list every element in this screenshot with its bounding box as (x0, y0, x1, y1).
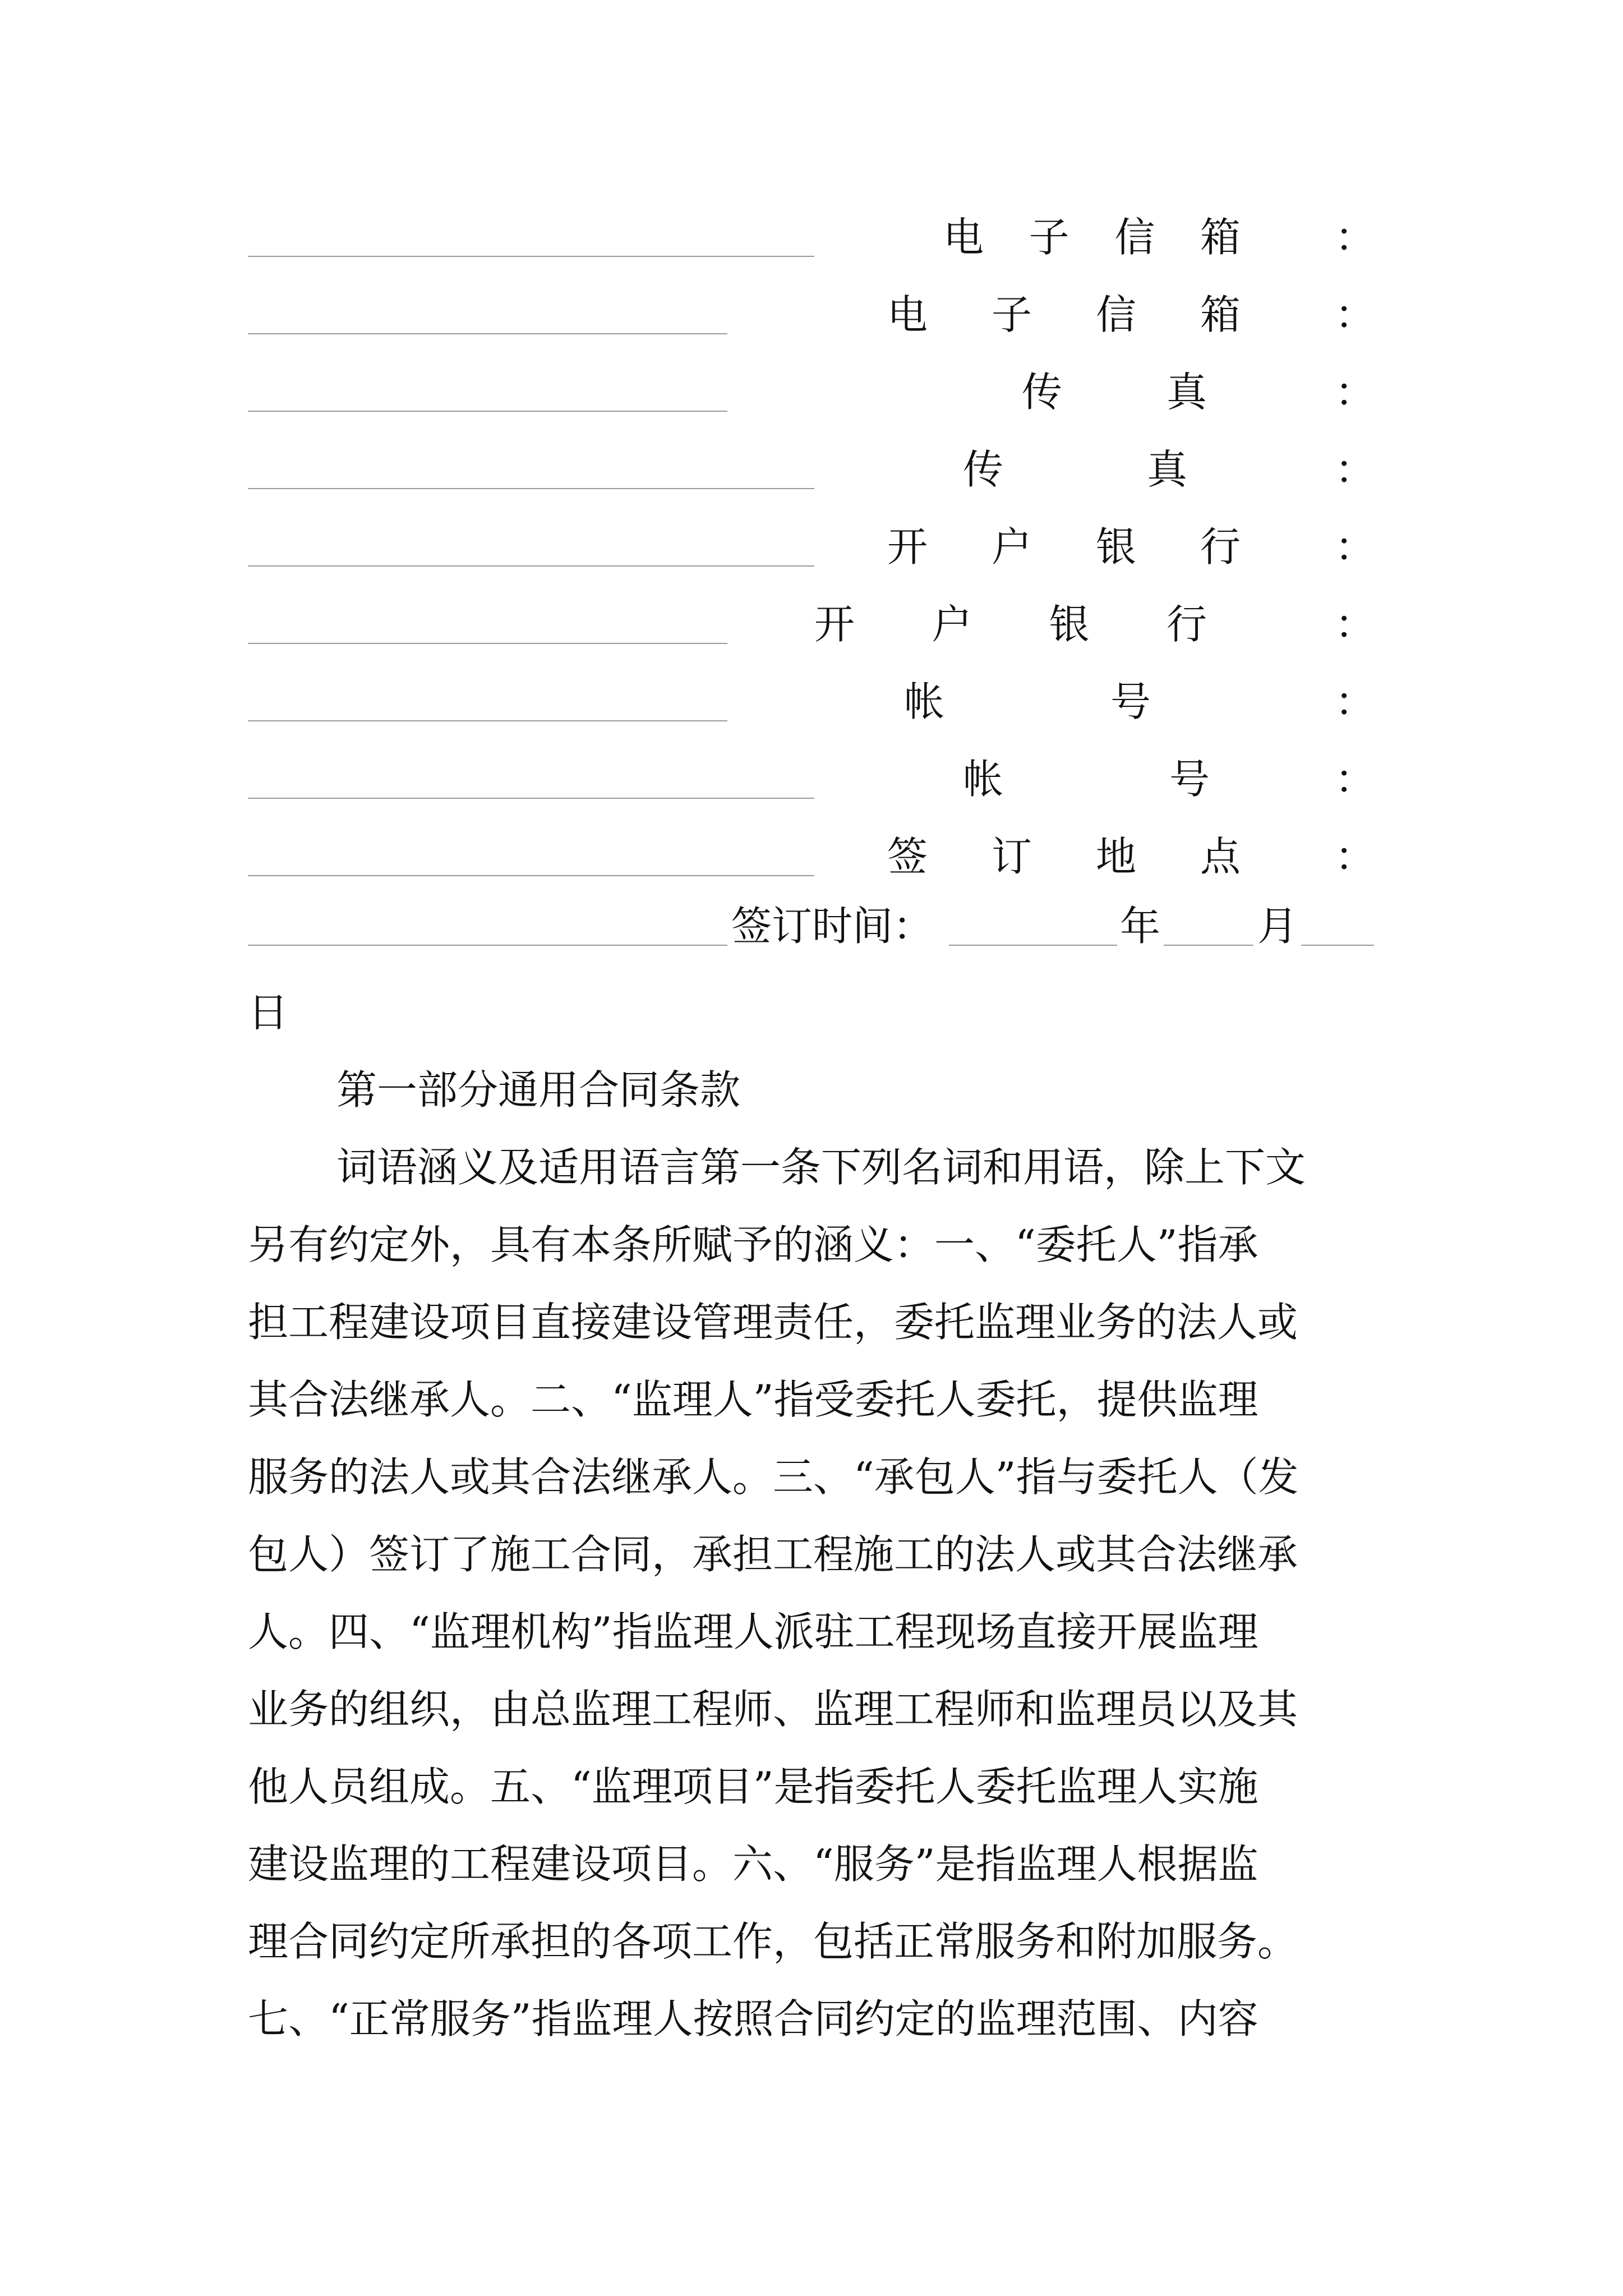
field-label: 帐 号 (963, 756, 1210, 803)
blank-line (248, 798, 814, 799)
field-label: 电 子 信 箱 (887, 291, 1241, 338)
month-blank (1164, 945, 1253, 946)
blank-line (248, 256, 814, 257)
body-line: 理合同约定所承担的各项工作，包括正常服务和附加服务。 (248, 1918, 1298, 1965)
field-colon: ： (1334, 369, 1375, 416)
field-account-1 (248, 673, 1375, 729)
day-label: 日 (248, 989, 289, 1036)
body-line: 业务的组织，由总监理工程师、监理工程师和监理员以及其 (248, 1686, 1298, 1733)
body-line: 词语涵义及适用语言第一条下列名词和用语，除上下文 (336, 1144, 1306, 1191)
blank-line (248, 643, 727, 644)
body-line: 建设监理的工程建设项目。六、“服务”是指监理人根据监 (248, 1841, 1258, 1888)
blank-line (248, 565, 814, 567)
field-bank-1 (248, 518, 1375, 574)
field-account-2 (248, 751, 1375, 807)
blank-line (248, 333, 727, 334)
month-label: 月 (1257, 903, 1298, 950)
field-label: 签 订 地 点 (887, 833, 1241, 880)
day-blank (1301, 945, 1374, 946)
field-colon: ： (1334, 523, 1375, 570)
field-label: 传 真 (1022, 369, 1207, 416)
blank-line (248, 875, 814, 876)
field-bank-2 (248, 596, 1375, 652)
sign-date-label: 签订时间： (731, 903, 934, 950)
field-fax-1 (248, 364, 1375, 420)
body-line: 他人员组成。五、“监理项目”是指委托人委托监理人实施 (248, 1763, 1258, 1810)
field-label: 电 子 信 箱 (943, 214, 1241, 261)
field-colon: ： (1334, 678, 1375, 725)
field-email-1 (248, 209, 1375, 265)
field-colon: ： (1334, 446, 1375, 493)
sign-date-row (248, 898, 1375, 954)
blank-line (248, 488, 814, 489)
field-label: 开 户 银 行 (814, 601, 1207, 648)
field-colon: ： (1334, 756, 1375, 803)
field-colon: ： (1334, 291, 1375, 338)
field-label: 开 户 银 行 (887, 523, 1241, 570)
body-line: 七、“正常服务”指监理人按照合同约定的监理范围、内容 (248, 1995, 1258, 2042)
body-line: 担工程建设项目直接建设管理责任，委托监理业务的法人或 (248, 1299, 1298, 1346)
year-label: 年 (1120, 903, 1161, 950)
field-label: 传 真 (963, 446, 1187, 493)
field-email-2 (248, 286, 1375, 342)
blank-line (248, 411, 727, 412)
section-heading: 第一部分通用合同条款 (336, 1066, 741, 1114)
body-line: 服务的法人或其合法继承人。三、“承包人”指与委托人（发 (248, 1453, 1299, 1501)
body-line: 人。四、“监理机构”指监理人派驻工程现场直接开展监理 (248, 1608, 1258, 1655)
body-line: 另有约定外，具有本条所赋予的涵义：一、“委托人”指承 (248, 1221, 1258, 1268)
field-colon: ： (1334, 601, 1375, 648)
field-label: 帐 号 (904, 678, 1151, 725)
field-colon: ： (1334, 214, 1375, 261)
year-blank (949, 945, 1117, 946)
body-line: 其合法继承人。二、“监理人”指受委托人委托，提供监理 (248, 1376, 1258, 1423)
field-fax-2 (248, 441, 1375, 497)
field-sign-place (248, 828, 1375, 884)
body-line: 包人）签订了施工合同，承担工程施工的法人或其合法继承 (248, 1531, 1298, 1578)
blank-line (248, 720, 727, 721)
blank-line (248, 945, 727, 946)
field-colon: ： (1334, 833, 1375, 880)
